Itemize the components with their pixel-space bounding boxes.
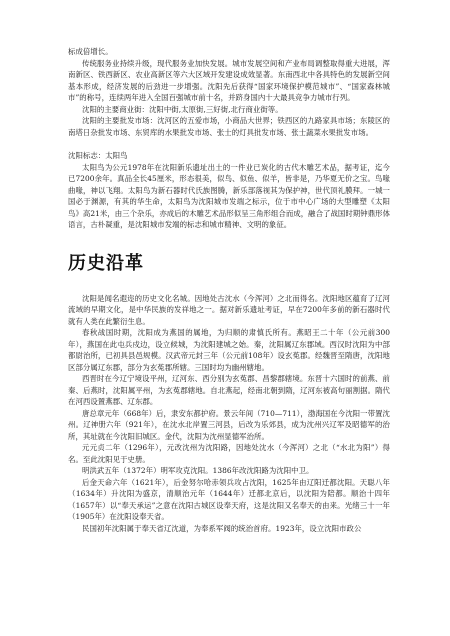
history-paragraph: 民国初年沈阳属于奉天省辽沈道，为奉系军阀的统治首府。1923年，设立沈阳市政公	[82, 523, 362, 533]
symbol-heading: 沈阳标志：太阳鸟	[68, 151, 128, 160]
history-paragraph: 春秋战国时期，沈阳成为燕国的属地，为归顺的肃慎氏所有。燕昭王二十年（公元前300年），燕国在此屯兵戍边，设立候城，为沈阳建城之始。秦，沈阳属辽东郡域。西汉时沈阳为中部都尉治所，已初具县邑规模。汉武帝元封三年（公元前108年）设玄菟郡。经魏晋至隋唐，沈阳地区部分属辽东郡，部分为玄菟郡所辖。三国时均为幽州辖地。	[68, 328, 390, 372]
history-paragraph: 唐总章元年（668年）后，隶安东都护府。景云年间（710—711），渤海国在今沈阳一带置沈州。辽神册六年（921年），在沈水北岸置三河县，后改为乐郊县，成为沈州兴辽军及昭德军的治所，其址就在今沈阳旧城区。金代，沈阳为沈州显德军治所。	[68, 408, 390, 441]
section-title-history: 历史沿革	[68, 252, 144, 274]
history-paragraph: 沈阳是闻名遐迩的历史文化名城。因地处古沈水（今浑河）之北而得名。沈阳地区蕴育了辽河流域的早期文化，是中华民族的发祥地之一。据对新乐遗址考证，早在7200年多前的新石器时代就有人类在此繁衍生息。	[68, 293, 390, 326]
history-paragraph: 明洪武五年（1372年）明军攻克沈阳。1386年改沈阳路为沈阳中卫。	[82, 466, 314, 475]
paragraph-wholesale-markets: 沈阳的主要批发市场：沈河区的五爱市场，小商品大世界；铁西区的九路家具市场；东陵区的南塔日杂批发市场、东贸库的水果批发市场、张士的灯具批发市场、张士蔬菜水果批发市场。	[68, 116, 390, 137]
history-paragraph: 元元贞二年（1296年），元改沈州为沈阳路，因地处沈水（今浑河）之北（“水北为阳”）得名。至此沈阳见于史册。	[68, 443, 390, 464]
history-paragraph: 后金天命六年（1621年），后金努尔哈赤领兵攻占沈阳，1625年由辽阳迁都沈阳。天聪八年（1634年）升沈阳为盛京，清顺治元年（1644年）迁都北京后，以沈阳为陪都。顺治十四年（1657年）以“奉天承运”之意在沈阳古城区设奉天府，这是沈阳又名奉天的由来。光绪三十一年（1905年）在沈阳设奉天省。	[68, 477, 390, 521]
history-paragraph: 西晋时在今辽宁境设平州，辽河东、西分别为玄菟郡、昌黎郡辖境。东晋十六国时的前燕、前秦、后燕时，沈阳属平州，为玄菟郡辖地。自北燕起，经南北朝到隋，辽河东被高句丽割据。隋代在河西设置燕郡、辽东郡。	[68, 374, 390, 406]
paragraph-service-industry: 传统服务业持续升级，现代服务业加快发展。城市发展空间和产业布局调整取得重大进展，浑南新区、铁西新区、农业高新区等六大区域开发建设成效显著。东南西北中各具特色的发展新空间基本形成，经济发展的后劲进一步增强。沈阳先后获得“国家环境保护模范城市”、“国家森林城市”的称号，连续两年进入全国百强城市前十名，并跻身国内十大最具竞争力城市行列。	[68, 58, 390, 102]
paragraph-sun-bird: 太阳鸟为公元1978年在沈阳新乐遗址出土的一件业已炭化的古代木雕艺术品，据考证，迄今已7200余年。真品全长45厘米，形态很美，似鸟、似鱼、似羊，皆非是，乃华夏无价之宝。鸟喙曲喙，神以飞翔。太阳鸟为新石器时代氏族图腾，新乐部落视其为保护神，世代顶礼膜拜。一城一国必于渊源，有其的华生命，太阳鸟为沈阳城市发端之标示，位于市中心广场的大型雕塑《太阳鸟》高21米，由三个杂乐，亦成后的木雕艺术品形似呈三角形组合而成，融合了战国时期钟鼎形体语言，古朴凝重，是沈阳城市发端的标志和城市精神、文明的象征。	[68, 162, 391, 229]
spacer	[68, 138, 390, 150]
paragraph-continuation: 标成倍增长。	[68, 47, 113, 56]
paragraph-commercial-streets: 沈阳的主要商业街：沈阳中街,太原街,三好街,北行商业街等。	[82, 104, 283, 114]
